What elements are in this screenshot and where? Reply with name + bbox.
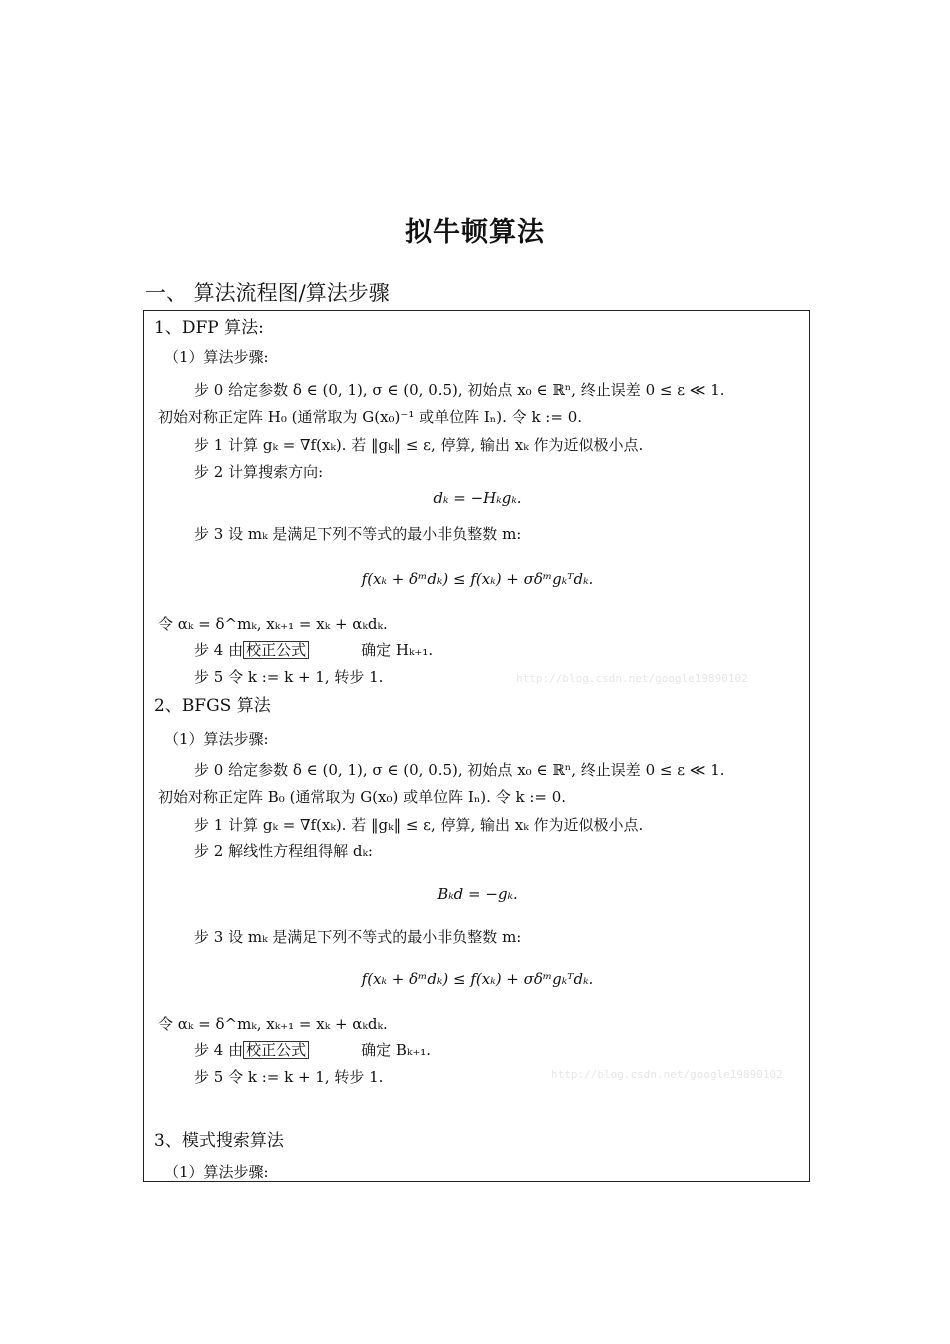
pattern-search-heading: 3、模式搜索算法 [154,1131,284,1151]
bfgs-step4-suffix: 确定 Bₖ₊₁. [361,1041,432,1059]
dfp-step0-line1: 步 0 给定参数 δ ∈ (0, 1), σ ∈ (0, 0.5), 初始点 x₀ ∈ ℝⁿ, 终止误差 0 ≤ ε ≪ 1. [194,381,725,399]
bfgs-let-line: 令 αₖ = δ^mₖ, xₖ₊₁ = xₖ + αₖdₖ. [158,1015,388,1033]
dfp-step4 [194,641,433,659]
bfgs-step4 [194,1041,431,1059]
pattern-search-sub-heading: （1）算法步骤: [164,1163,269,1181]
bfgs-step4-prefix: 步 4 由 [194,1041,244,1059]
dfp-equation-armijo: f(xₖ + δᵐdₖ) ≤ f(xₖ) + σδᵐgₖᵀdₖ. [361,570,594,588]
dfp-step2: 步 2 计算搜索方向: [194,463,324,481]
bfgs-step0-line1: 步 0 给定参数 δ ∈ (0, 1), σ ∈ (0, 0.5), 初始点 x₀ ∈ ℝⁿ, 终止误差 0 ≤ ε ≪ 1. [194,761,725,779]
dfp-heading: 1、DFP 算法: [154,318,264,338]
dfp-correction-formula-box: 校正公式 [243,641,309,659]
bfgs-step0-line2: 初始对称正定阵 B₀ (通常取为 G(x₀) 或单位阵 Iₙ). 令 k := 0. [158,788,567,806]
dfp-step0-line2: 初始对称正定阵 H₀ (通常取为 G(x₀)⁻¹ 或单位阵 Iₙ). 令 k := 0. [158,408,583,426]
dfp-equation-direction: dₖ = −Hₖgₖ. [433,489,522,507]
dfp-sub-heading: （1）算法步骤: [164,348,269,366]
bfgs-step5: 步 5 令 k := k + 1, 转步 1. [194,1068,384,1086]
dfp-let-line: 令 αₖ = δ^mₖ, xₖ₊₁ = xₖ + αₖdₖ. [158,615,388,633]
bfgs-equation-armijo: f(xₖ + δᵐdₖ) ≤ f(xₖ) + σδᵐgₖᵀdₖ. [361,970,594,988]
dfp-step5: 步 5 令 k := k + 1, 转步 1. [194,668,384,686]
dfp-step4-prefix: 步 4 由 [194,641,244,659]
algorithm-box [143,310,810,1182]
dfp-step1: 步 1 计算 gₖ = ∇f(xₖ). 若 ‖gₖ‖ ≤ ε, 停算, 输出 xₖ 作为近似极小点. [194,436,644,454]
bfgs-step1: 步 1 计算 gₖ = ∇f(xₖ). 若 ‖gₖ‖ ≤ ε, 停算, 输出 xₖ 作为近似极小点. [194,816,644,834]
bfgs-heading: 2、BFGS 算法 [154,696,271,716]
bfgs-step2: 步 2 解线性方程组得解 dₖ: [194,842,373,860]
page-title: 拟牛顿算法 [405,217,545,248]
bfgs-equation-direction: Bₖd = −gₖ. [437,885,518,903]
dfp-step4-suffix: 确定 Hₖ₊₁. [361,641,434,659]
watermark: http://blog.csdn.net/google19890102 [516,672,748,685]
bfgs-correction-formula-box: 校正公式 [243,1041,309,1059]
bfgs-sub-heading: （1）算法步骤: [164,730,269,748]
watermark: http://blog.csdn.net/google19890102 [551,1068,783,1081]
bfgs-step3: 步 3 设 mₖ 是满足下列不等式的最小非负整数 m: [194,928,522,946]
dfp-step3: 步 3 设 mₖ 是满足下列不等式的最小非负整数 m: [194,525,522,543]
section-heading: 一、 算法流程图/算法步骤 [145,281,390,305]
